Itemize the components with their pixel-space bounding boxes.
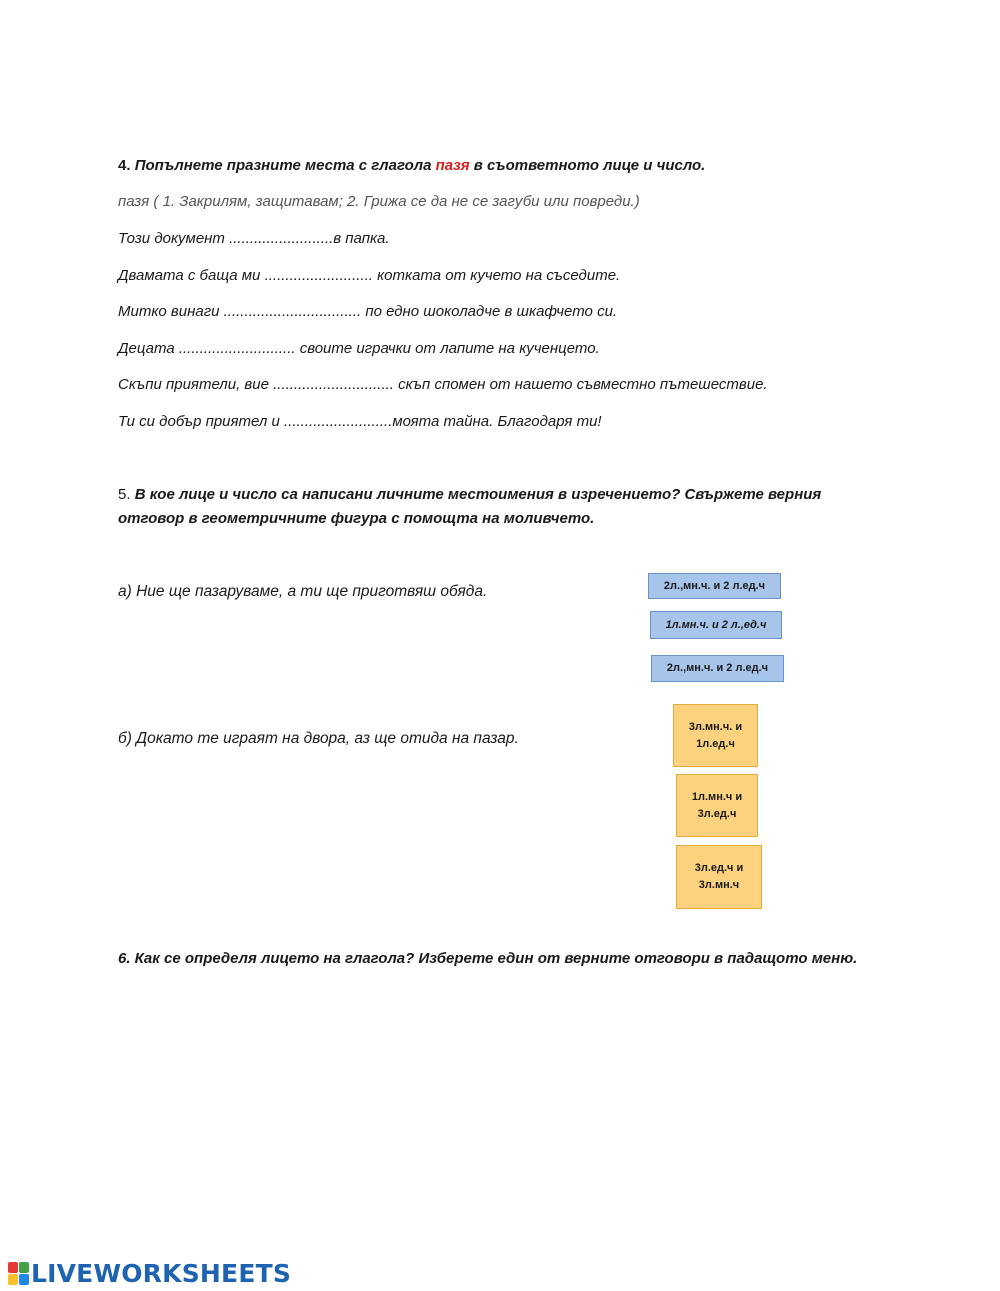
logo-mark-icon — [8, 1262, 28, 1284]
q4-blank-1[interactable]: ......................... — [229, 230, 334, 247]
q4-title-after: в съответното лице и число. — [473, 157, 706, 174]
q4-title — [118, 154, 878, 178]
q4-line-3: Митко винаги ................................. по едно шоколадче в шкафчето си. — [118, 303, 618, 320]
q4-line-1: Този документ .........................в папка. — [118, 230, 390, 247]
q4-line-6: Ти си добър приятел и ..........................моята тайна. Благодаря ти! — [118, 413, 602, 430]
q4-title-before: Попълнете празните места с глагола — [134, 157, 432, 174]
q4-blank-3[interactable]: ................................. — [223, 303, 362, 320]
q5-number: 5. — [118, 486, 131, 503]
q5-option-a-2[interactable]: 1л.мн.ч. и 2 л.,ед.ч — [650, 611, 782, 639]
logo-text: LIVEWORKSHEETS — [31, 1258, 292, 1288]
q4-verb: пазя — [435, 157, 470, 174]
q4-blank-5[interactable]: ............................. — [273, 376, 394, 393]
q5-title-text: В кое лице и число са написани личните местоимения в изречението? Свържете верния отговор в геометричните фигура с помощта на моливчето. — [118, 486, 822, 527]
q4-number: 4. — [118, 157, 131, 174]
q5-title — [118, 483, 878, 531]
q6-title: 6. Как се определя лицето на глагола? Изберете един от верните отговори в падащото меню. — [118, 950, 858, 967]
q4-line-5: Скъпи приятели, вие ............................. скъп спомен от нашето съвместно пътешествие. — [118, 376, 768, 393]
q5-option-a-3[interactable]: 2л.,мн.ч. и 2 л.ед.ч — [651, 655, 784, 682]
q4-blank-4[interactable]: ............................ — [178, 340, 296, 357]
q4-blank-6[interactable]: .......................... — [284, 413, 393, 430]
q4-definition: пазя ( 1. Закрилям, защитавам; 2. Грижа се да не се загуби или повреди.) — [118, 193, 640, 210]
q5-option-b-1[interactable]: 3л.мн.ч. и 1л.ед.ч — [673, 704, 758, 767]
q5-sentence-b: б) Докато те играят на двора, аз ще отида на пазар. — [118, 730, 519, 747]
q5-option-b-3[interactable]: 3л.ед.ч и 3л.мн.ч — [676, 845, 762, 909]
q5-option-a-1[interactable]: 2л.,мн.ч. и 2 л.ед.ч — [648, 573, 781, 599]
q4-blank-2[interactable]: .......................... — [264, 267, 373, 284]
q4-line-2: Двамата с баща ми .......................... котката от кучето на съседите. — [118, 267, 621, 284]
q5-sentence-a: а) Ние ще пазаруваме, а ти ще приготвяш обяда. — [118, 583, 488, 600]
q4-line-4: Децата ............................ своите играчки от лапите на кученцето. — [118, 340, 600, 357]
q5-option-b-2[interactable]: 1л.мн.ч и 3л.ед.ч — [676, 774, 758, 837]
liveworksheets-logo — [8, 1258, 291, 1288]
